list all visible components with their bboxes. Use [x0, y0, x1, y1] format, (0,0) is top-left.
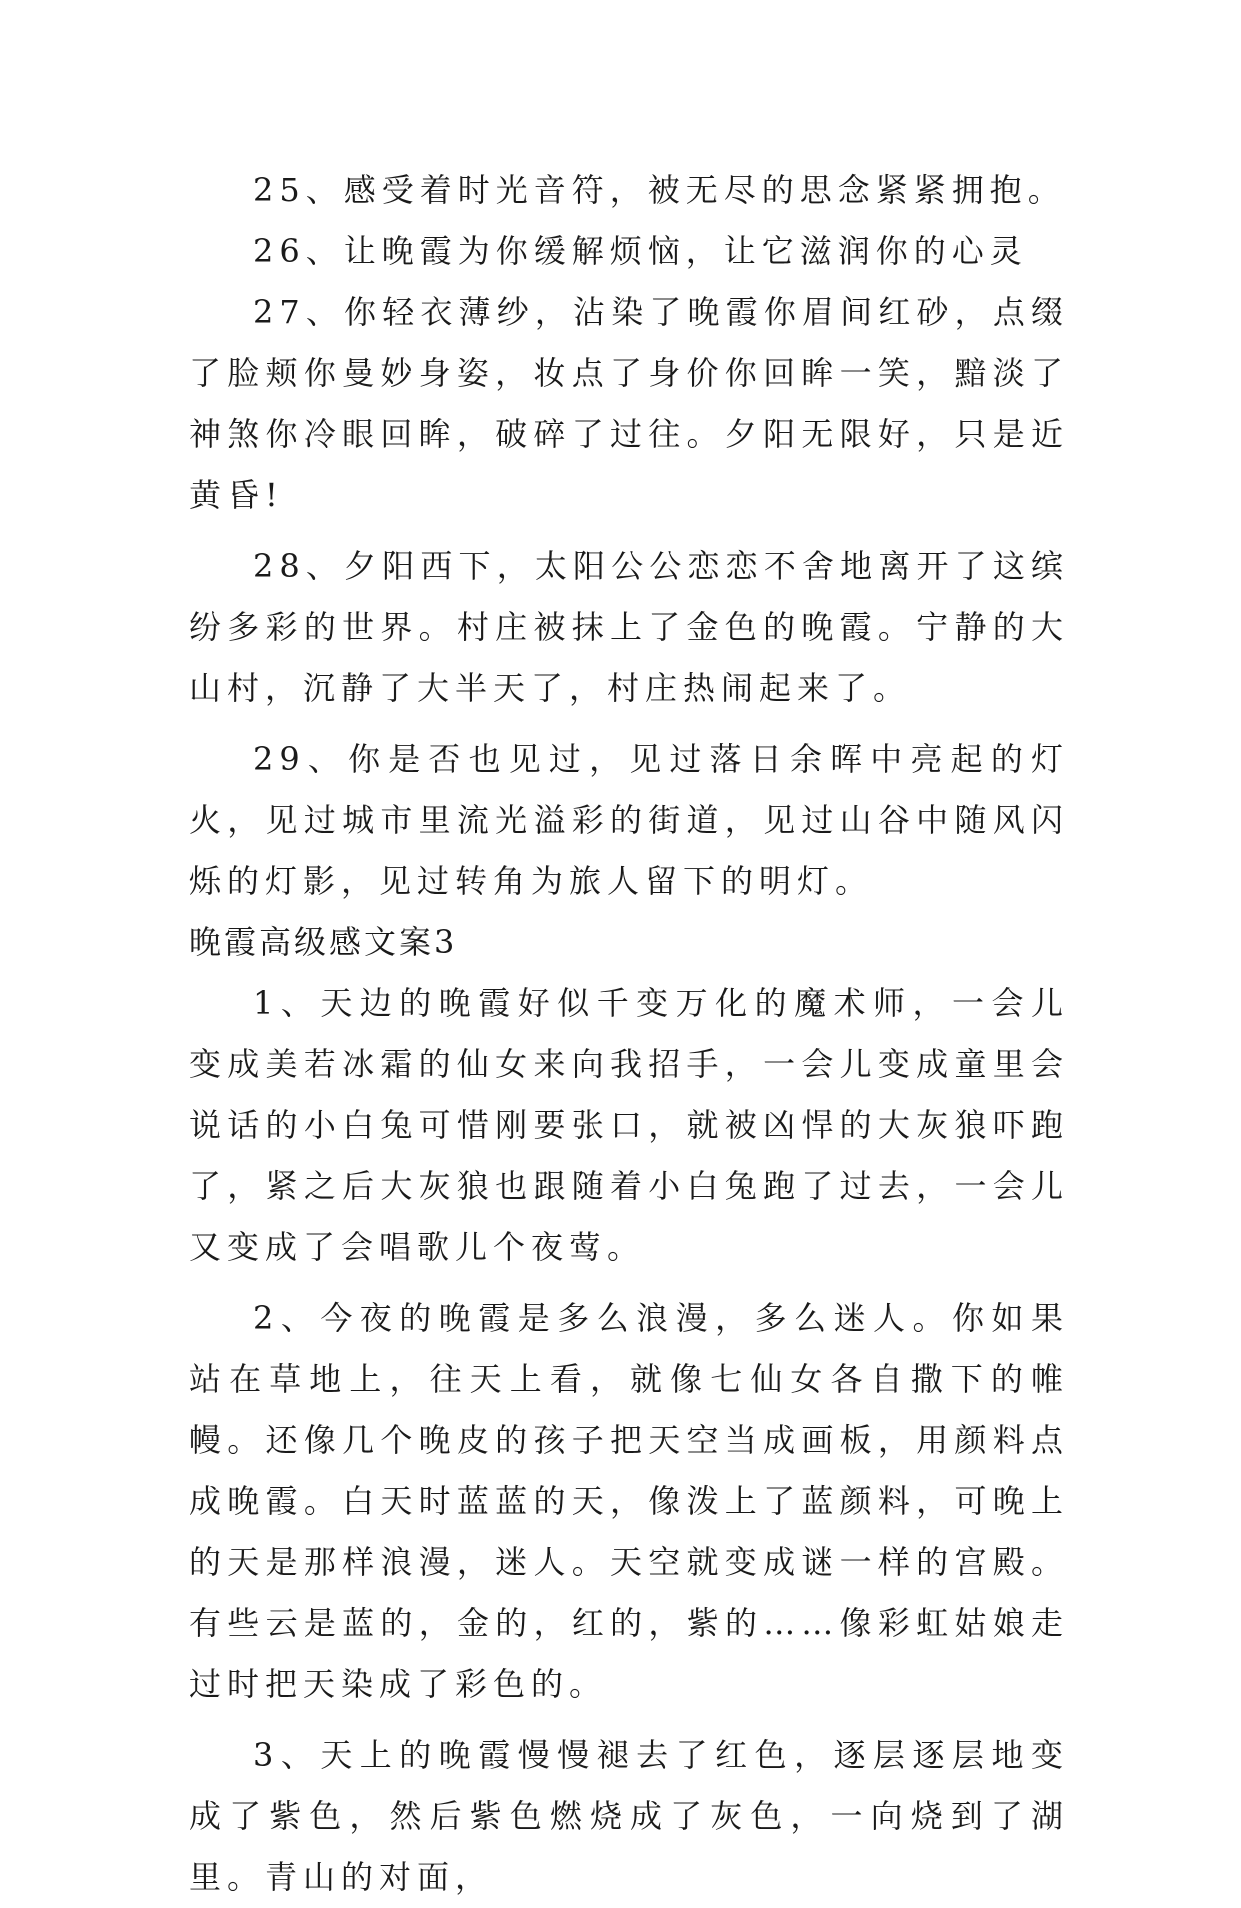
- paragraph-gap: [189, 526, 1069, 536]
- section-heading: 晚霞高级感文案3: [189, 923, 458, 961]
- paragraph-2: 2、今夜的晚霞是多么浪漫，多么迷人。你如果站在草地上，往天上看，就像七仙女各自撒下的帷幔。还像几个晚皮的孩子把天空当成画板，用颜料点成晚霞。白天时蓝蓝的天，像泼上了蓝颜料，可晚上的天是那样浪漫，迷人。天空就变成谜一样的宫殿。有些云是蓝的，金的，红的，紫的……像彩虹姑娘走过时把天染成了彩色的。: [189, 1299, 1069, 1703]
- paragraph-27: 27、你轻衣薄纱，沾染了晚霞你眉间红砂，点缀了脸颊你曼妙身姿，妆点了身价你回眸一笑，黯淡了神煞你冷眼回眸，破碎了过往。夕阳无限好，只是近黄昏!: [189, 293, 1069, 514]
- paragraph-29: 29、你是否也见过，见过落日余晖中亮起的灯火，见过城市里流光溢彩的街道，见过山谷中随风闪烁的灯影，见过转角为旅人留下的明灯。: [189, 740, 1069, 900]
- paragraph-25: 25、感受着时光音符，被无尽的思念紧紧拥抱。: [253, 171, 1066, 209]
- paragraph-3: 3、天上的晚霞慢慢褪去了红色，逐层逐层地变成了紫色，然后紫色燃烧成了灰色，一向烧到了湖里。青山的对面，: [189, 1736, 1069, 1896]
- paragraph-28: 28、夕阳西下，太阳公公恋恋不舍地离开了这缤纷多彩的世界。村庄被抹上了金色的晚霞。宁静的大山村，沉静了大半天了，村庄热闹起来了。: [189, 547, 1069, 707]
- document-body: [189, 160, 1069, 1908]
- paragraph-gap: [189, 1278, 1069, 1288]
- paragraph-26: 26、让晚霞为你缓解烦恼，让它滋润你的心灵: [253, 232, 1028, 270]
- paragraph-gap: [189, 1715, 1069, 1725]
- paragraph-1: 1、天边的晚霞好似千变万化的魔术师，一会儿变成美若冰霜的仙女来向我招手，一会儿变成童里会说话的小白兔可惜刚要张口，就被凶悍的大灰狼吓跑了，紧之后大灰狼也跟随着小白兔跑了过去，一会儿又变成了会唱歌儿个夜莺。: [189, 984, 1069, 1266]
- paragraph-gap: [189, 719, 1069, 729]
